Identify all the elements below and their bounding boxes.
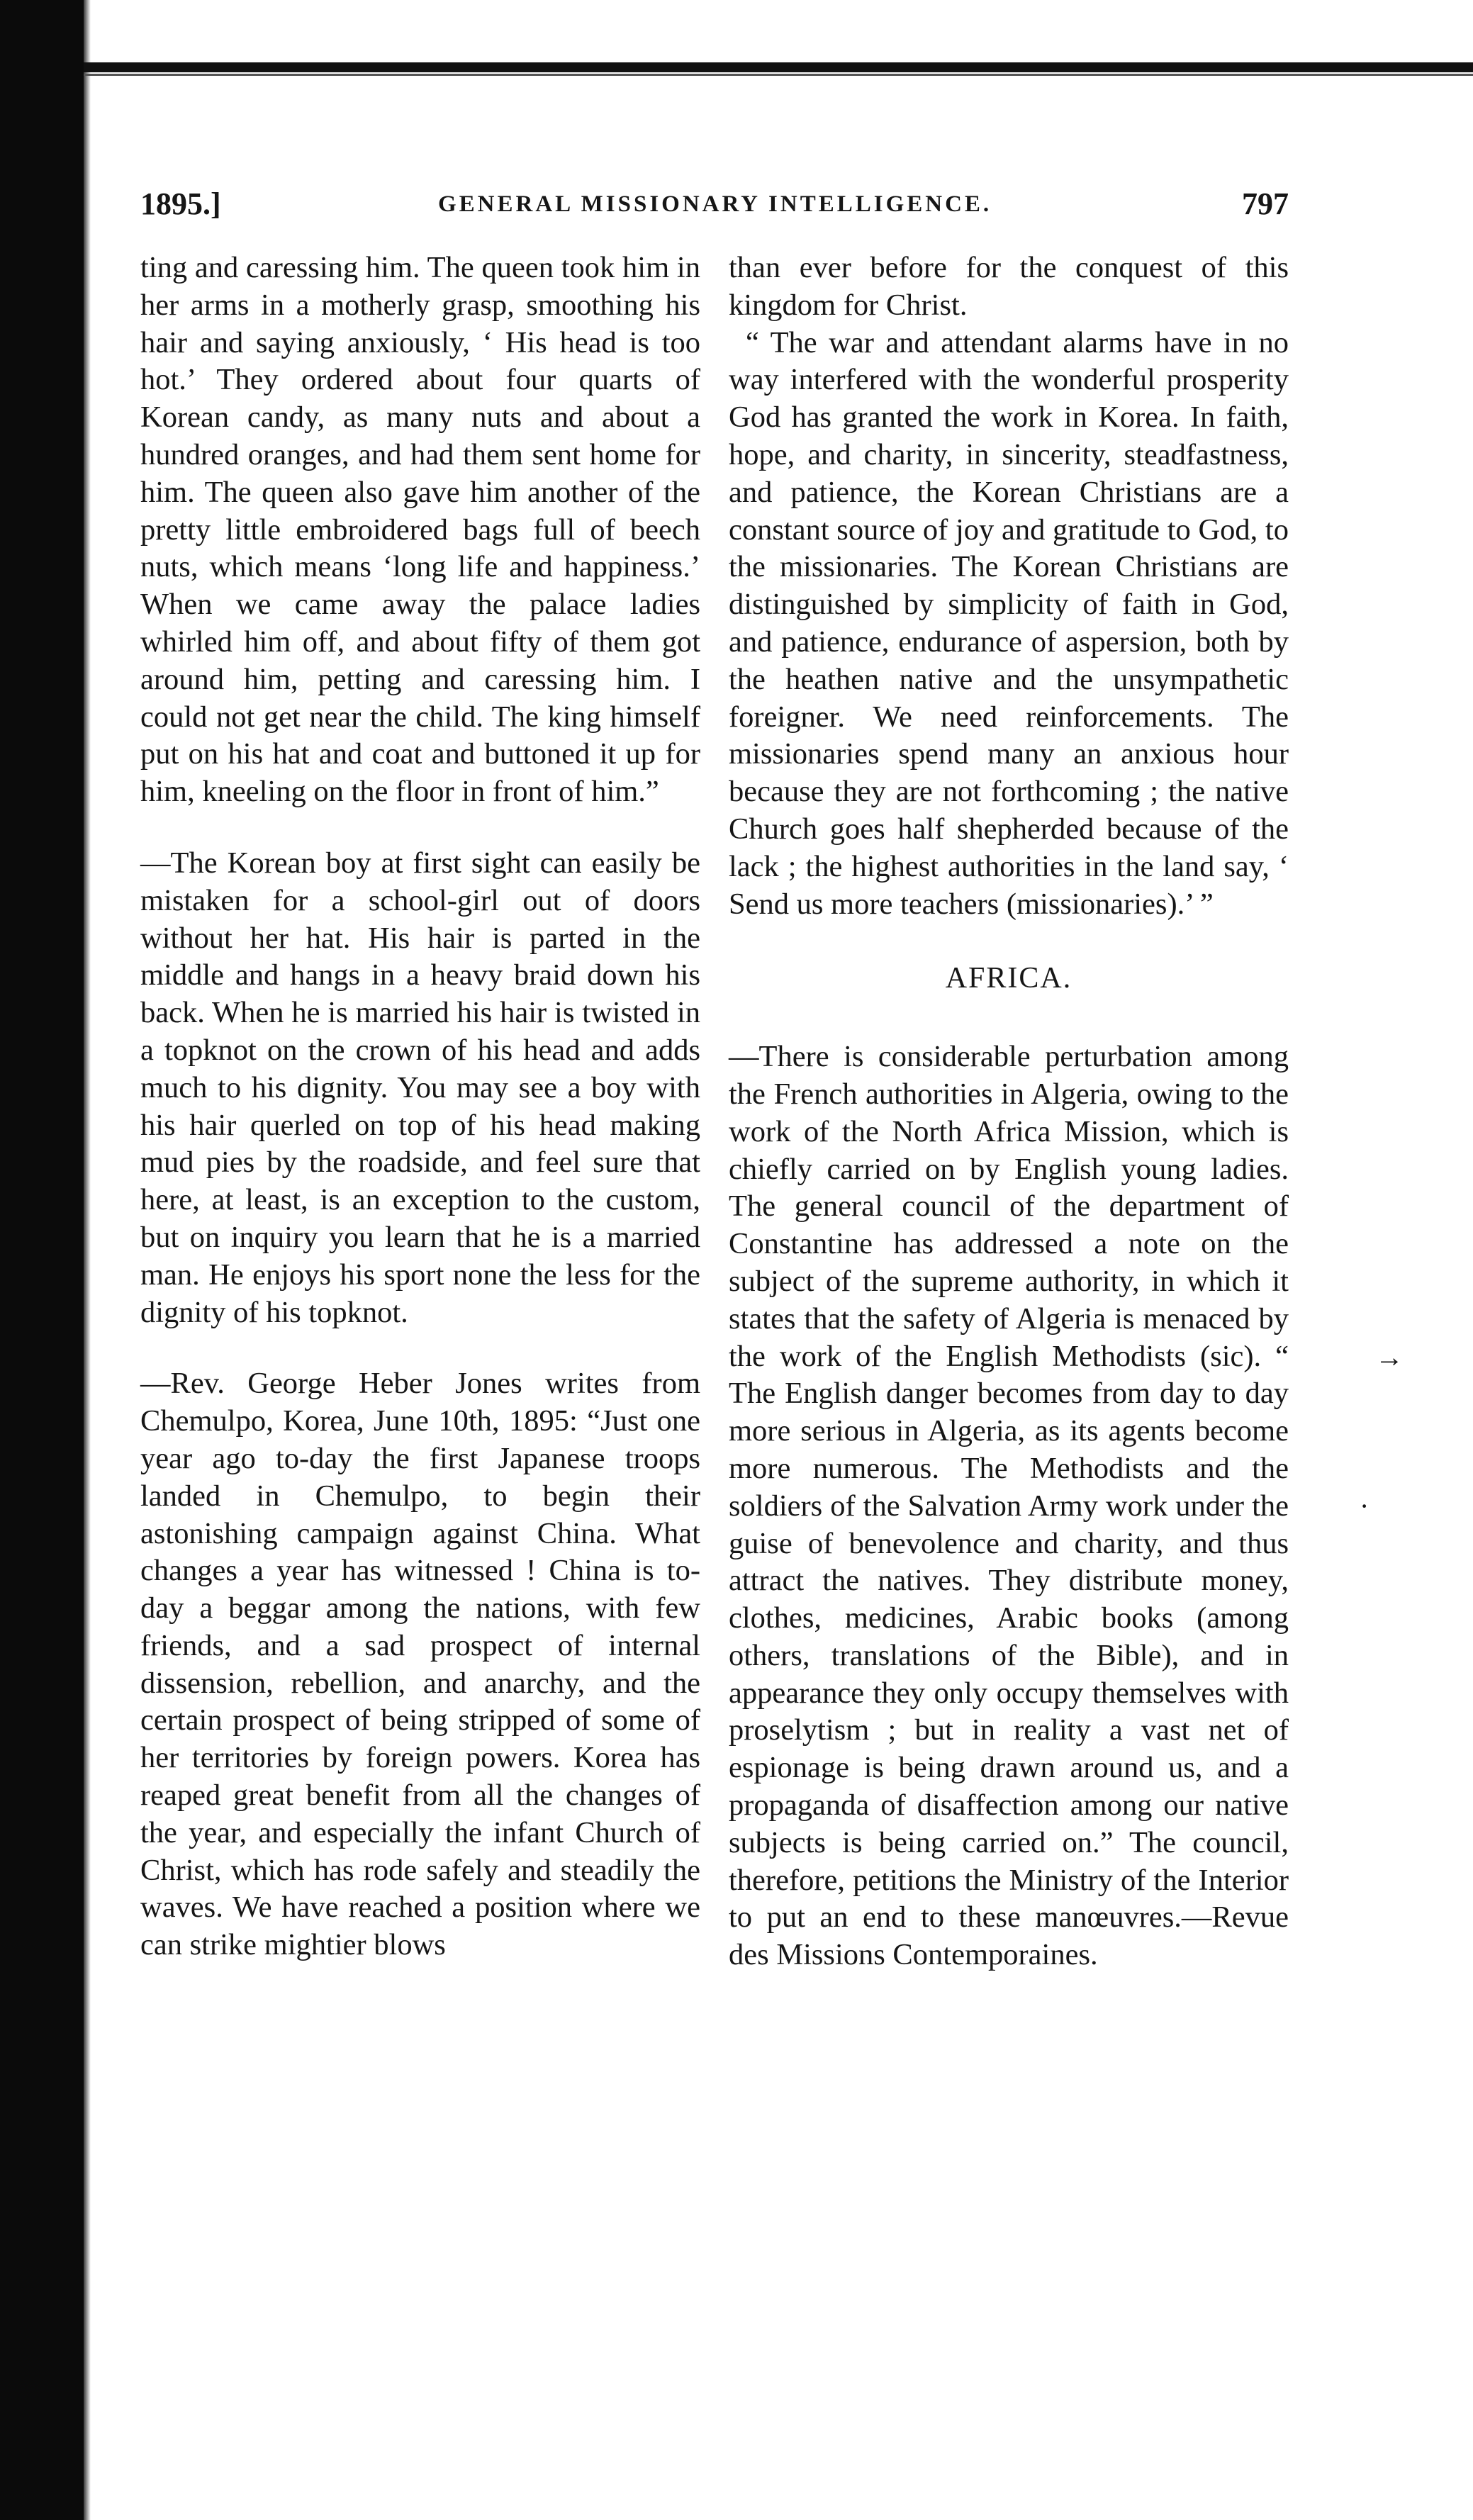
book-spine-shadow <box>0 0 84 2520</box>
margin-dot-mark: · <box>1360 1490 1370 1522</box>
top-border-thin-rule <box>84 74 1473 76</box>
margin-arrow-mark: → <box>1375 1341 1404 1373</box>
top-border-rule <box>84 62 1473 72</box>
section-heading-africa: AFRICA. <box>945 962 1072 995</box>
right-column <box>729 250 1289 1974</box>
right-paragraph-1: than ever before for the conquest of this kingdom for Christ. <box>729 251 1289 322</box>
left-column <box>140 250 700 1964</box>
page-number: 797 <box>1242 186 1289 221</box>
paragraph-gap <box>140 1331 700 1365</box>
left-paragraph-1: ting and caressing him. The queen took him in her arms in a motherly grasp, smoothing his hair and saying anxiously, ‘ His head is too hot.’ They ordered about four quarts of Korean candy, as many nuts and about a hundred oranges, and had them sent home for him. The queen also gave him another of the pretty little embroidered bags full of beech nuts, which means ‘long life and happiness.’ When we came away the palace ladies whirled him off, and about fifty of them got around him, petting and caressing him. I could not get near the child. The king himself put on his hat and coat and buttoned it up for him, kneeling on the floor in front of him.” <box>140 251 700 809</box>
left-paragraph-3: —Rev. George Heber Jones writes from Chemulpo, Korea, June 10th, 1895: “Just one year ago to-day the first Japanese troops landed in Chemulpo, to begin their astonishing campaign against China. What changes a year has witnessed ! China is to-day a beggar among the nations, with few friends, and a sad prospect of internal dissension, rebellion, and anarchy, and the certain prospect of being stripped of some of her territories by foreign powers. Korea has reaped great benefit from all the changes of the year, and especially the infant Church of Christ, which has rode safely and steadily the waves. We have reached a position where we can strike mightier blows <box>140 1367 700 1962</box>
spine-edge-shadow <box>84 0 91 2520</box>
header-year: 1895.] <box>140 186 221 221</box>
running-head <box>140 186 1289 228</box>
right-paragraph-2: “ The war and attendant alarms have in no way interfered with the wonderful prosperity God has granted the work in Korea. In faith, hope, and charity, in sincerity, steadfastness, and patience, the Korean Christians are a constant source of joy and gratitude to God, to the missionaries. The Korean Christians are distinguished by simplicity of faith in God, and patience, endurance of aspersion, both by the heathen native and the unsympathetic foreigner. We need reinforcements. The missionaries spend many an anxious hour because they are not forthcoming ; the native Church goes half shepherded because of the lack ; the highest authorities in the land say, ‘ Send us more teachers (missionaries).’ ” <box>729 325 1289 921</box>
right-paragraph-3: —There is considerable perturbation among the French authorities in Algeria, owing to the work of the North Africa Mission, which is chiefly carried on by English young ladies. The general council of the department of Constantine has addressed a note on the subject of the supreme authority, in which it states that the safety of Algeria is menaced by the work of the English Methodists (sic). “ The English danger becomes from day to day more serious in Algeria, as its agents become more numerous. The Methodists and the soldiers of the Salvation Army work under the guise of benevolence and charity, and thus attract the natives. They distribute money, clothes, medicines, Arabic books (among others, translations of the Bible), and in appearance they only occupy themselves with proselytism ; but in reality a vast net of espionage is being drawn around us, and a propaganda of disaffection among our native subjects is being carried on.” The council, therefore, petitions the Ministry of the Interior to put an end to these manœuvres.—Revue des Missions Contemporaines. <box>729 1040 1289 1972</box>
paragraph-gap <box>140 811 700 845</box>
header-title: GENERAL MISSIONARY INTELLIGENCE. <box>438 191 992 217</box>
left-paragraph-2: —The Korean boy at first sight can easily be mistaken for a school-girl out of doors without her hat. His hair is parted in the middle and hangs in a heavy braid down his back. When he is married his hair is twisted in a topknot on the crown of his head and adds much to his dignity. You may see a boy with his hair querled on top of his head making mud pies by the roadside, and feel sure that here, at least, is an exception to the custom, but on inquiry you learn that he is a married man. He enjoys his sport none the less for the dignity of his topknot. <box>140 846 700 1329</box>
